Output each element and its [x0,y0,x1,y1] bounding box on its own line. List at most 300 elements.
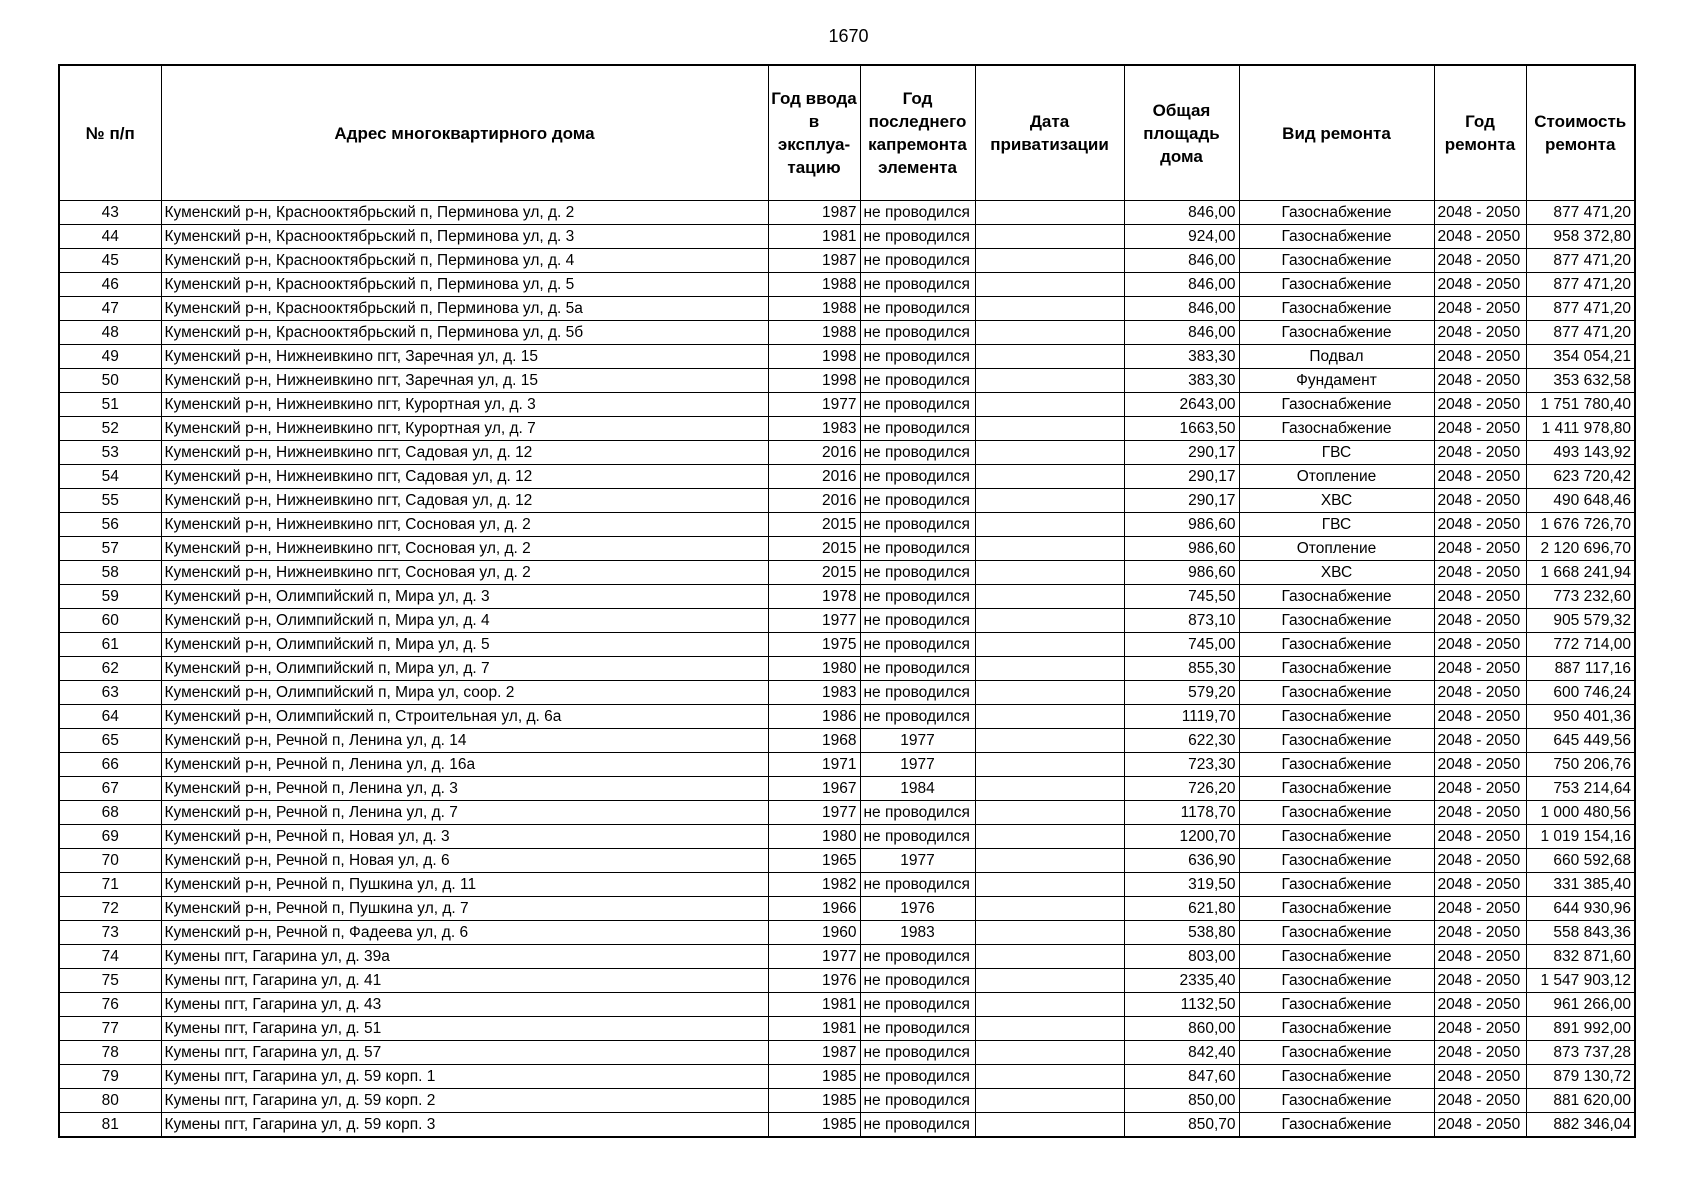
table-row [59,801,1635,825]
cell-num: 61 [59,633,161,657]
cell-num: 76 [59,993,161,1017]
cell-last-repair: не проводился [860,585,975,609]
table-row [59,849,1635,873]
cell-last-repair: 1977 [860,753,975,777]
cell-cost: 660 592,68 [1526,849,1635,873]
cell-repair-year: 2048 - 2050 [1434,777,1526,801]
cell-repair-year: 2048 - 2050 [1434,945,1526,969]
table-row [59,513,1635,537]
cell-num: 72 [59,897,161,921]
cell-repair-year: 2048 - 2050 [1434,753,1526,777]
cell-last-repair: 1983 [860,921,975,945]
cell-cost: 1 019 154,16 [1526,825,1635,849]
cell-num: 49 [59,345,161,369]
cell-last-repair: не проводился [860,537,975,561]
table-row [59,249,1635,273]
cell-cost: 753 214,64 [1526,777,1635,801]
cell-area: 846,00 [1124,273,1239,297]
cell-area: 846,00 [1124,297,1239,321]
cell-area: 726,20 [1124,777,1239,801]
cell-repair-year: 2048 - 2050 [1434,441,1526,465]
cell-repair-type: Газоснабжение [1239,585,1434,609]
cell-repair-type: Газоснабжение [1239,201,1434,225]
cell-privatization [975,321,1124,345]
cell-year-built: 1985 [768,1089,860,1113]
cell-privatization [975,1065,1124,1089]
cell-privatization [975,657,1124,681]
cell-repair-type: Газоснабжение [1239,753,1434,777]
cell-year-built: 1981 [768,1017,860,1041]
cell-num: 67 [59,777,161,801]
cell-year-built: 1988 [768,321,860,345]
cell-address: Куменский р-н, Нижнеивкино пгт, Курортная ул, д. 3 [161,393,768,417]
cell-privatization [975,441,1124,465]
cell-cost: 493 143,92 [1526,441,1635,465]
cell-last-repair: не проводился [860,369,975,393]
cell-address: Куменский р-н, Краснооктябрьский п, Перминова ул, д. 4 [161,249,768,273]
table-body [59,201,1635,1138]
table-row [59,729,1635,753]
cell-repair-type: Газоснабжение [1239,1017,1434,1041]
cell-area: 290,17 [1124,441,1239,465]
cell-num: 59 [59,585,161,609]
cell-cost: 873 737,28 [1526,1041,1635,1065]
cell-cost: 958 372,80 [1526,225,1635,249]
cell-repair-type: Фундамент [1239,369,1434,393]
cell-year-built: 1980 [768,657,860,681]
cell-privatization [975,393,1124,417]
cell-repair-year: 2048 - 2050 [1434,513,1526,537]
table-row [59,561,1635,585]
cell-address: Куменский р-н, Нижнеивкино пгт, Курортная ул, д. 7 [161,417,768,441]
cell-privatization [975,561,1124,585]
cell-address: Кумены пгт, Гагарина ул, д. 59 корп. 1 [161,1065,768,1089]
cell-privatization [975,801,1124,825]
cell-repair-year: 2048 - 2050 [1434,561,1526,585]
cell-privatization [975,969,1124,993]
cell-year-built: 1977 [768,945,860,969]
cell-year-built: 1988 [768,297,860,321]
cell-num: 51 [59,393,161,417]
cell-cost: 1 547 903,12 [1526,969,1635,993]
table-row [59,873,1635,897]
cell-cost: 877 471,20 [1526,297,1635,321]
repair-table [58,64,1636,1138]
cell-last-repair: не проводился [860,1041,975,1065]
cell-cost: 353 632,58 [1526,369,1635,393]
cell-repair-year: 2048 - 2050 [1434,873,1526,897]
cell-repair-year: 2048 - 2050 [1434,297,1526,321]
cell-address: Кумены пгт, Гагарина ул, д. 41 [161,969,768,993]
cell-repair-type: ХВС [1239,489,1434,513]
table-row [59,969,1635,993]
table-row [59,609,1635,633]
cell-cost: 877 471,20 [1526,273,1635,297]
cell-repair-year: 2048 - 2050 [1434,825,1526,849]
cell-privatization [975,297,1124,321]
table-row [59,633,1635,657]
cell-address: Куменский р-н, Олимпийский п, Мира ул, д. 3 [161,585,768,609]
table-row [59,753,1635,777]
cell-area: 2335,40 [1124,969,1239,993]
cell-repair-year: 2048 - 2050 [1434,489,1526,513]
cell-area: 622,30 [1124,729,1239,753]
cell-repair-year: 2048 - 2050 [1434,609,1526,633]
cell-last-repair: не проводился [860,1089,975,1113]
cell-year-built: 2016 [768,465,860,489]
cell-privatization [975,273,1124,297]
cell-area: 383,30 [1124,345,1239,369]
cell-num: 55 [59,489,161,513]
cell-year-built: 1985 [768,1113,860,1138]
cell-num: 62 [59,657,161,681]
cell-num: 73 [59,921,161,945]
cell-num: 45 [59,249,161,273]
cell-area: 745,00 [1124,633,1239,657]
cell-area: 986,60 [1124,513,1239,537]
cell-cost: 877 471,20 [1526,201,1635,225]
cell-repair-year: 2048 - 2050 [1434,993,1526,1017]
cell-repair-year: 2048 - 2050 [1434,465,1526,489]
cell-area: 924,00 [1124,225,1239,249]
cell-num: 71 [59,873,161,897]
page-number: 1670 [828,26,869,46]
table-row [59,777,1635,801]
table-row [59,993,1635,1017]
cell-repair-year: 2048 - 2050 [1434,633,1526,657]
cell-num: 81 [59,1113,161,1138]
cell-address: Куменский р-н, Речной п, Ленина ул, д. 16а [161,753,768,777]
cell-cost: 644 930,96 [1526,897,1635,921]
cell-last-repair: не проводился [860,681,975,705]
cell-cost: 772 714,00 [1526,633,1635,657]
cell-year-built: 1966 [768,897,860,921]
cell-cost: 1 676 726,70 [1526,513,1635,537]
cell-repair-year: 2048 - 2050 [1434,1089,1526,1113]
table-row [59,297,1635,321]
cell-repair-type: Газоснабжение [1239,825,1434,849]
cell-year-built: 2015 [768,513,860,537]
cell-year-built: 1978 [768,585,860,609]
cell-last-repair: не проводился [860,633,975,657]
cell-privatization [975,537,1124,561]
cell-last-repair: не проводился [860,201,975,225]
cell-repair-year: 2048 - 2050 [1434,657,1526,681]
cell-repair-type: Газоснабжение [1239,849,1434,873]
cell-num: 68 [59,801,161,825]
cell-cost: 1 000 480,56 [1526,801,1635,825]
cell-area: 1119,70 [1124,705,1239,729]
cell-last-repair: не проводился [860,801,975,825]
cell-cost: 645 449,56 [1526,729,1635,753]
cell-area: 1178,70 [1124,801,1239,825]
cell-area: 1132,50 [1124,993,1239,1017]
cell-repair-type: Газоснабжение [1239,945,1434,969]
table-row [59,321,1635,345]
cell-privatization [975,369,1124,393]
cell-year-built: 1976 [768,969,860,993]
cell-repair-type: Газоснабжение [1239,633,1434,657]
table-row [59,201,1635,225]
cell-repair-year: 2048 - 2050 [1434,321,1526,345]
cell-cost: 354 054,21 [1526,345,1635,369]
cell-year-built: 1981 [768,225,860,249]
cell-area: 636,90 [1124,849,1239,873]
cell-repair-year: 2048 - 2050 [1434,1041,1526,1065]
cell-last-repair: не проводился [860,1065,975,1089]
cell-cost: 558 843,36 [1526,921,1635,945]
cell-cost: 877 471,20 [1526,321,1635,345]
table-row [59,225,1635,249]
cell-num: 54 [59,465,161,489]
cell-repair-type: Газоснабжение [1239,921,1434,945]
cell-privatization [975,1041,1124,1065]
cell-num: 77 [59,1017,161,1041]
cell-privatization [975,609,1124,633]
cell-address: Куменский р-н, Краснооктябрьский п, Перминова ул, д. 5б [161,321,768,345]
cell-year-built: 1986 [768,705,860,729]
cell-num: 53 [59,441,161,465]
cell-area: 986,60 [1124,561,1239,585]
cell-address: Куменский р-н, Речной п, Ленина ул, д. 3 [161,777,768,801]
cell-address: Кумены пгт, Гагарина ул, д. 59 корп. 3 [161,1113,768,1138]
cell-area: 579,20 [1124,681,1239,705]
cell-repair-year: 2048 - 2050 [1434,1017,1526,1041]
cell-repair-type: Газоснабжение [1239,1041,1434,1065]
cell-address: Куменский р-н, Нижнеивкино пгт, Садовая ул, д. 12 [161,441,768,465]
cell-privatization [975,417,1124,441]
cell-repair-type: ГВС [1239,513,1434,537]
cell-last-repair: не проводился [860,465,975,489]
cell-address: Куменский р-н, Речной п, Пушкина ул, д. 11 [161,873,768,897]
cell-repair-year: 2048 - 2050 [1434,273,1526,297]
cell-year-built: 1982 [768,873,860,897]
cell-privatization [975,1113,1124,1138]
cell-privatization [975,777,1124,801]
cell-last-repair: 1977 [860,729,975,753]
cell-privatization [975,513,1124,537]
cell-year-built: 2016 [768,489,860,513]
cell-repair-type: Газоснабжение [1239,777,1434,801]
cell-area: 850,00 [1124,1089,1239,1113]
cell-last-repair: не проводился [860,441,975,465]
cell-privatization [975,753,1124,777]
cell-last-repair: не проводился [860,297,975,321]
cell-cost: 881 620,00 [1526,1089,1635,1113]
cell-repair-type: Газоснабжение [1239,705,1434,729]
table-row [59,681,1635,705]
cell-repair-type: Газоснабжение [1239,801,1434,825]
cell-repair-year: 2048 - 2050 [1434,681,1526,705]
cell-area: 846,00 [1124,249,1239,273]
cell-cost: 1 751 780,40 [1526,393,1635,417]
cell-area: 846,00 [1124,321,1239,345]
cell-area: 2643,00 [1124,393,1239,417]
table-header [59,65,1635,201]
cell-privatization [975,993,1124,1017]
cell-year-built: 1967 [768,777,860,801]
cell-last-repair: не проводился [860,561,975,585]
cell-last-repair: 1976 [860,897,975,921]
cell-repair-type: Газоснабжение [1239,873,1434,897]
cell-last-repair: не проводился [860,225,975,249]
cell-year-built: 1987 [768,1041,860,1065]
cell-area: 873,10 [1124,609,1239,633]
cell-year-built: 1998 [768,345,860,369]
cell-year-built: 1981 [768,993,860,1017]
cell-address: Куменский р-н, Краснооктябрьский п, Перминова ул, д. 5 [161,273,768,297]
table-row [59,1113,1635,1138]
cell-privatization [975,873,1124,897]
cell-address: Куменский р-н, Речной п, Новая ул, д. 3 [161,825,768,849]
cell-area: 745,50 [1124,585,1239,609]
cell-repair-year: 2048 - 2050 [1434,585,1526,609]
cell-repair-type: Газоснабжение [1239,1113,1434,1138]
table-row [59,921,1635,945]
header-address: Адрес многоквартирного дома [161,65,768,201]
cell-cost: 961 266,00 [1526,993,1635,1017]
cell-num: 63 [59,681,161,705]
cell-repair-type: Отопление [1239,537,1434,561]
cell-privatization [975,921,1124,945]
cell-repair-type: Газоснабжение [1239,1089,1434,1113]
cell-repair-year: 2048 - 2050 [1434,969,1526,993]
cell-privatization [975,633,1124,657]
cell-address: Куменский р-н, Краснооктябрьский п, Перминова ул, д. 5а [161,297,768,321]
cell-area: 290,17 [1124,489,1239,513]
cell-area: 1663,50 [1124,417,1239,441]
cell-address: Куменский р-н, Краснооктябрьский п, Перминова ул, д. 3 [161,225,768,249]
cell-last-repair: не проводился [860,705,975,729]
table-row [59,465,1635,489]
cell-last-repair: не проводился [860,1113,975,1138]
table-row [59,441,1635,465]
cell-address: Куменский р-н, Олимпийский п, Мира ул, д. 5 [161,633,768,657]
table-row [59,585,1635,609]
cell-repair-type: Газоснабжение [1239,657,1434,681]
cell-repair-year: 2048 - 2050 [1434,225,1526,249]
cell-repair-year: 2048 - 2050 [1434,393,1526,417]
cell-cost: 623 720,42 [1526,465,1635,489]
cell-repair-year: 2048 - 2050 [1434,801,1526,825]
cell-cost: 600 746,24 [1526,681,1635,705]
cell-area: 850,70 [1124,1113,1239,1138]
cell-cost: 2 120 696,70 [1526,537,1635,561]
header-last-repair: Год последнего капремонта элемента [860,65,975,201]
cell-repair-type: Газоснабжение [1239,321,1434,345]
cell-address: Куменский р-н, Речной п, Новая ул, д. 6 [161,849,768,873]
cell-repair-year: 2048 - 2050 [1434,849,1526,873]
cell-area: 290,17 [1124,465,1239,489]
cell-privatization [975,1089,1124,1113]
cell-repair-type: Газоснабжение [1239,249,1434,273]
cell-address: Кумены пгт, Гагарина ул, д. 51 [161,1017,768,1041]
cell-repair-type: Газоснабжение [1239,897,1434,921]
cell-area: 842,40 [1124,1041,1239,1065]
cell-address: Кумены пгт, Гагарина ул, д. 59 корп. 2 [161,1089,768,1113]
cell-address: Куменский р-н, Нижнеивкино пгт, Садовая ул, д. 12 [161,465,768,489]
cell-address: Кумены пгт, Гагарина ул, д. 39а [161,945,768,969]
cell-year-built: 2016 [768,441,860,465]
cell-repair-type: ХВС [1239,561,1434,585]
cell-address: Куменский р-н, Краснооктябрьский п, Перминова ул, д. 2 [161,201,768,225]
cell-repair-year: 2048 - 2050 [1434,897,1526,921]
cell-last-repair: не проводился [860,609,975,633]
cell-year-built: 1960 [768,921,860,945]
cell-last-repair: не проводился [860,417,975,441]
cell-address: Куменский р-н, Олимпийский п, Мира ул, д. 4 [161,609,768,633]
cell-last-repair: не проводился [860,657,975,681]
cell-year-built: 1968 [768,729,860,753]
cell-privatization [975,849,1124,873]
cell-area: 723,30 [1124,753,1239,777]
cell-repair-type: Газоснабжение [1239,393,1434,417]
cell-address: Куменский р-н, Нижнеивкино пгт, Сосновая ул, д. 2 [161,537,768,561]
cell-num: 56 [59,513,161,537]
cell-repair-year: 2048 - 2050 [1434,417,1526,441]
table-row [59,417,1635,441]
cell-area: 847,60 [1124,1065,1239,1089]
cell-last-repair: не проводился [860,1017,975,1041]
cell-num: 48 [59,321,161,345]
cell-address: Куменский р-н, Нижнеивкино пгт, Сосновая ул, д. 2 [161,561,768,585]
cell-year-built: 1987 [768,249,860,273]
cell-last-repair: не проводился [860,513,975,537]
cell-year-built: 1971 [768,753,860,777]
cell-cost: 891 992,00 [1526,1017,1635,1041]
cell-address: Кумены пгт, Гагарина ул, д. 57 [161,1041,768,1065]
cell-address: Куменский р-н, Олимпийский п, Мира ул, соор. 2 [161,681,768,705]
cell-cost: 882 346,04 [1526,1113,1635,1138]
table-row [59,657,1635,681]
header-num: № п/п [59,65,161,201]
cell-repair-type: Газоснабжение [1239,993,1434,1017]
cell-repair-type: ГВС [1239,441,1434,465]
cell-cost: 490 648,46 [1526,489,1635,513]
cell-repair-type: Газоснабжение [1239,969,1434,993]
cell-cost: 950 401,36 [1526,705,1635,729]
cell-privatization [975,729,1124,753]
cell-repair-type: Газоснабжение [1239,417,1434,441]
table-row [59,1041,1635,1065]
cell-area: 383,30 [1124,369,1239,393]
cell-address: Куменский р-н, Олимпийский п, Строительная ул, д. 6а [161,705,768,729]
cell-repair-type: Подвал [1239,345,1434,369]
header-cost: Стоимость ремонта [1526,65,1635,201]
cell-repair-year: 2048 - 2050 [1434,921,1526,945]
cell-area: 855,30 [1124,657,1239,681]
cell-num: 65 [59,729,161,753]
cell-year-built: 1987 [768,201,860,225]
cell-address: Куменский р-н, Речной п, Пушкина ул, д. 7 [161,897,768,921]
cell-repair-type: Отопление [1239,465,1434,489]
cell-num: 80 [59,1089,161,1113]
table-row [59,537,1635,561]
table-row [59,369,1635,393]
table-row [59,489,1635,513]
cell-privatization [975,825,1124,849]
cell-num: 78 [59,1041,161,1065]
cell-num: 44 [59,225,161,249]
cell-privatization [975,225,1124,249]
cell-last-repair: не проводился [860,489,975,513]
cell-repair-year: 2048 - 2050 [1434,705,1526,729]
cell-num: 74 [59,945,161,969]
cell-last-repair: не проводился [860,273,975,297]
cell-year-built: 1977 [768,393,860,417]
cell-privatization [975,705,1124,729]
cell-privatization [975,897,1124,921]
